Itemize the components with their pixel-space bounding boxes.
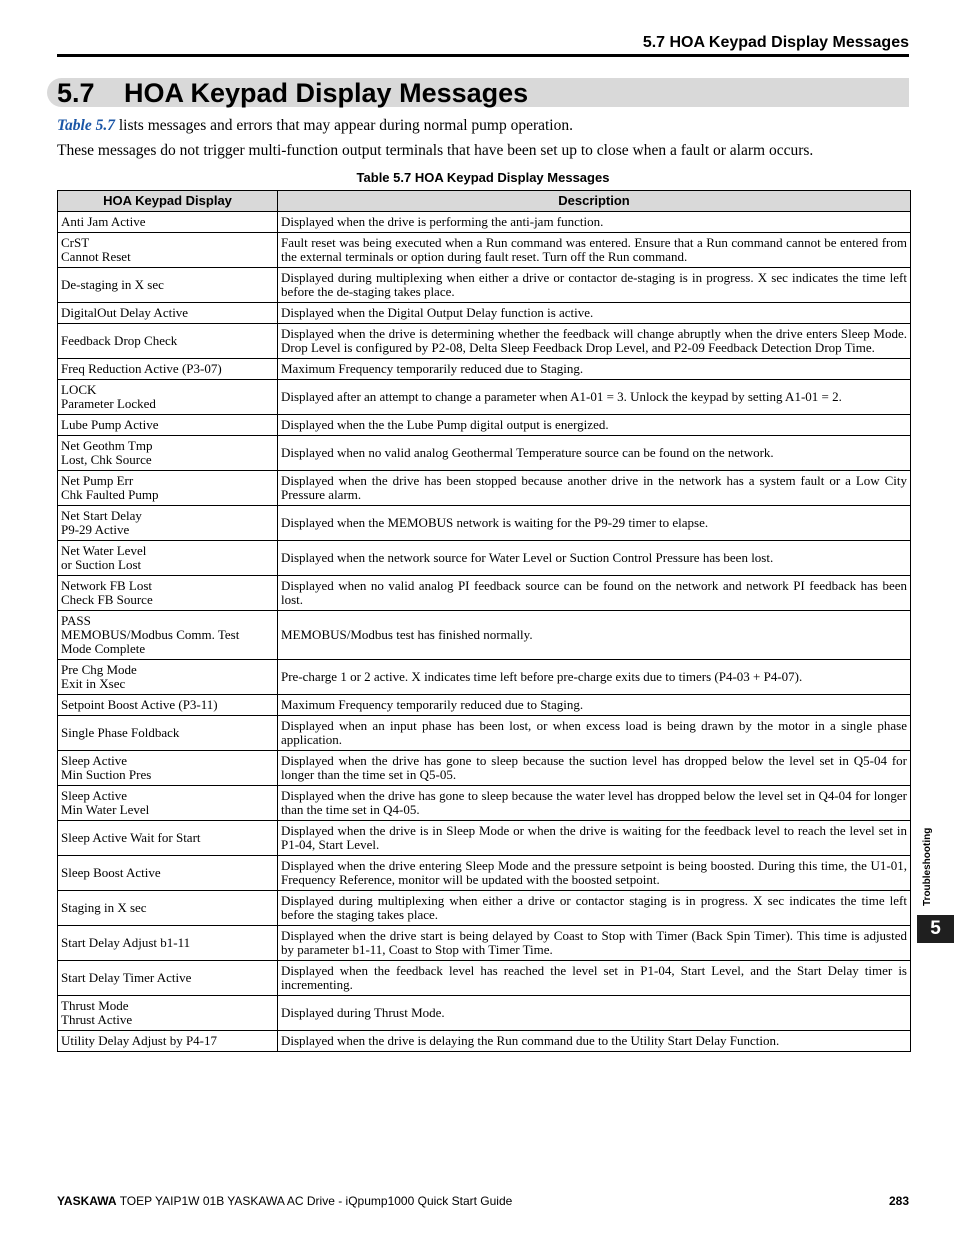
display-message-line: Anti Jam Active [61,214,146,229]
table-row [58,324,911,359]
footer-document-title: TOEP YAIP1W 01B YASKAWA AC Drive - iQpump1000 Quick Start Guide [116,1194,513,1208]
display-message-cell [58,751,278,786]
description-cell: Displayed during multiplexing when either a drive or contactor de-staging is in progress. X sec indicates the time left before the de-staging takes place. [278,268,911,303]
messages-table [57,190,911,1052]
display-message-line: Pre Chg Mode [61,662,137,677]
display-message-line: MEMOBUS/Modbus Comm. Test [61,627,240,642]
display-message-cell [58,961,278,996]
table-caption: Table 5.7 HOA Keypad Display Messages [356,170,610,185]
table-row [58,716,911,751]
display-message-line: Network FB Lost [61,578,152,593]
display-message-line: Parameter Locked [61,396,156,411]
description-cell: Displayed when the drive has been stopped because another drive in the network has a system fault or a Low City Pressure alarm. [278,471,911,506]
description-cell: Maximum Frequency temporarily reduced due to Staging. [278,695,911,716]
description-cell: Displayed when the MEMOBUS network is waiting for the P9-29 timer to elapse. [278,506,911,541]
description-cell: Displayed when an input phase has been lost, or when excess load is being drawn by the motor in a single phase application. [278,716,911,751]
display-message-cell [58,380,278,415]
column-header-display: HOA Keypad Display [58,191,278,212]
display-message-cell [58,1031,278,1052]
section-title-text: HOA Keypad Display Messages [124,78,529,108]
table-row [58,660,911,695]
description-cell: Displayed when the drive start is being delayed by Coast to Stop with Timer (Back Spin Timer). This time is adjusted by parameter b1-11, Coast to Stop with Timer Time. [278,926,911,961]
table-row [58,576,911,611]
display-message-cell [58,926,278,961]
description-cell: Displayed when the drive is performing the anti-jam function. [278,212,911,233]
display-message-cell [58,821,278,856]
display-message-line: Sleep Active [61,753,128,768]
display-message-cell [58,324,278,359]
display-message-cell [58,660,278,695]
table-row [58,359,911,380]
display-message-line: Net Start Delay [61,508,142,523]
display-message-cell [58,233,278,268]
table-row [58,506,911,541]
table-row [58,212,911,233]
description-cell: Maximum Frequency temporarily reduced due to Staging. [278,359,911,380]
table-row [58,961,911,996]
column-header-description: Description [278,191,911,212]
table-row [58,415,911,436]
display-message-cell [58,996,278,1031]
table-row [58,786,911,821]
table-row [58,611,911,660]
display-message-line: Net Pump Err [61,473,134,488]
display-message-cell [58,891,278,926]
display-message-cell [58,212,278,233]
display-message-cell [58,415,278,436]
table-reference-link[interactable]: Table 5.7 [57,117,115,134]
display-message-cell [58,576,278,611]
footer-brand: YASKAWA [57,1194,117,1208]
description-cell: Pre-charge 1 or 2 active. X indicates time left before pre-charge exits due to timers (P4-03 + P4-07). [278,660,911,695]
section-number: 5.7 [57,78,95,108]
table-header-row [58,191,911,212]
intro-paragraph-2: These messages do not trigger multi-function output terminals that have been set up to close when a fault or alarm occurs. [57,142,814,159]
display-message-line: Min Water Level [61,802,150,817]
table-row [58,821,911,856]
display-message-cell [58,856,278,891]
display-message-cell [58,716,278,751]
display-message-cell [58,541,278,576]
description-cell: Displayed when the feedback level has reached the level set in P1-04, Start Level, and the Start Delay timer is incrementing. [278,961,911,996]
chapter-tab: 5 [917,915,954,943]
display-message-line: Sleep Boost Active [61,865,161,880]
display-message-cell [58,471,278,506]
intro-paragraph-1 [57,117,909,135]
table-row [58,471,911,506]
display-message-cell [58,268,278,303]
description-cell: Fault reset was being executed when a Run command was entered. Ensure that a Run command cannot be entered from the external terminals or option during fault reset. Turn off the Run command. [278,233,911,268]
table-row [58,996,911,1031]
display-message-cell [58,359,278,380]
display-message-line: De-staging in X sec [61,277,164,292]
table-row [58,751,911,786]
description-cell: Displayed when the drive has gone to sleep because the suction level has dropped below the level set in Q5-04 for longer than the time set in Q5-05. [278,751,911,786]
description-cell: Displayed when the the Lube Pump digital output is energized. [278,415,911,436]
display-message-line: Thrust Mode [61,998,129,1013]
display-message-line: LOCK [61,382,97,397]
display-message-line: Check FB Source [61,592,153,607]
description-cell: Displayed after an attempt to change a parameter when A1-01 = 3. Unlock the keypad by setting A1-01 = 2. [278,380,911,415]
table-row [58,695,911,716]
table-row [58,891,911,926]
intro-line-1-text: lists messages and errors that may appear during normal pump operation. [114,117,573,134]
description-cell: Displayed when no valid analog PI feedback source can be found on the network and network PI feedback has been lost. [278,576,911,611]
display-message-cell [58,303,278,324]
display-message-line: Lost, Chk Source [61,452,152,467]
display-message-line: Setpoint Boost Active (P3-11) [61,697,218,712]
description-cell: Displayed when the network source for Water Level or Suction Control Pressure has been lost. [278,541,911,576]
description-cell: Displayed when the Digital Output Delay function is active. [278,303,911,324]
display-message-line: Utility Delay Adjust by P4-17 [61,1033,217,1048]
display-message-line: DigitalOut Delay Active [61,305,189,320]
display-message-line: Feedback Drop Check [61,333,178,348]
display-message-cell [58,611,278,660]
side-section-label-text: Troubleshooting [922,827,933,906]
display-message-line: Exit in Xsec [61,676,126,691]
display-message-line: Thrust Active [61,1012,133,1027]
display-message-line: Mode Complete [61,641,146,656]
table-body [58,212,911,1052]
display-message-line: Staging in X sec [61,900,147,915]
display-message-line: Sleep Active Wait for Start [61,830,201,845]
description-cell: MEMOBUS/Modbus test has finished normally. [278,611,911,660]
description-cell: Displayed during multiplexing when either a drive or contactor staging is in progress. X sec indicates the time left before the staging takes place. [278,891,911,926]
display-message-line: Chk Faulted Pump [61,487,159,502]
description-cell: Displayed when the drive entering Sleep Mode and the pressure setpoint is being boosted. During this time, the U1-01, Frequency Reference, monitor will be updated with the boosted setpoint. [278,856,911,891]
description-cell: Displayed when the drive has gone to sleep because the water level has dropped below the level set in Q4-04 for longer than the time set in Q4-05. [278,786,911,821]
running-head: 5.7 HOA Keypad Display Messages [642,34,909,51]
display-message-line: Start Delay Adjust b1-11 [61,935,191,950]
section-title [57,77,528,109]
table-row [58,541,911,576]
page-number: 283 [888,1194,909,1208]
table-row [58,436,911,471]
display-message-line: Min Suction Pres [61,767,152,782]
display-message-line: Lube Pump Active [61,417,159,432]
display-message-line: Net Geothm Tmp [61,438,153,453]
display-message-line: Net Water Level [61,543,147,558]
display-message-cell [58,436,278,471]
description-cell: Displayed when the drive is determining whether the feedback will change abruptly when the drive enters Sleep Mode. Drop Level is configured by P2-08, Delta Sleep Feedback Drop Level, and P2-09 Feedback Detection Drop Time. [278,324,911,359]
display-message-cell [58,506,278,541]
display-message-line: Start Delay Timer Active [61,970,192,985]
display-message-line: Sleep Active [61,788,128,803]
display-message-line: Single Phase Foldback [61,725,180,740]
page-footer [57,1194,909,1208]
table-row [58,380,911,415]
display-message-cell [58,695,278,716]
description-cell: Displayed when the drive is delaying the Run command due to the Utility Start Delay Function. [278,1031,911,1052]
display-message-line: or Suction Lost [61,557,142,572]
table-row [58,1031,911,1052]
display-message-line: P9-29 Active [61,522,130,537]
display-message-line: CrST [61,235,90,250]
table-row [58,268,911,303]
table-row [58,856,911,891]
table-row [58,233,911,268]
display-message-line: Freq Reduction Active (P3-07) [61,361,222,376]
description-cell: Displayed during Thrust Mode. [278,996,911,1031]
table-row [58,926,911,961]
display-message-cell [58,786,278,821]
table-row [58,303,911,324]
description-cell: Displayed when no valid analog Geothermal Temperature source can be found on the network. [278,436,911,471]
display-message-line: Cannot Reset [61,249,131,264]
header-rule [57,54,909,57]
display-message-line: PASS [61,613,91,628]
description-cell: Displayed when the drive is in Sleep Mode or when the drive is waiting for the feedback level to reach the level set in P1-04, Start Level. [278,821,911,856]
